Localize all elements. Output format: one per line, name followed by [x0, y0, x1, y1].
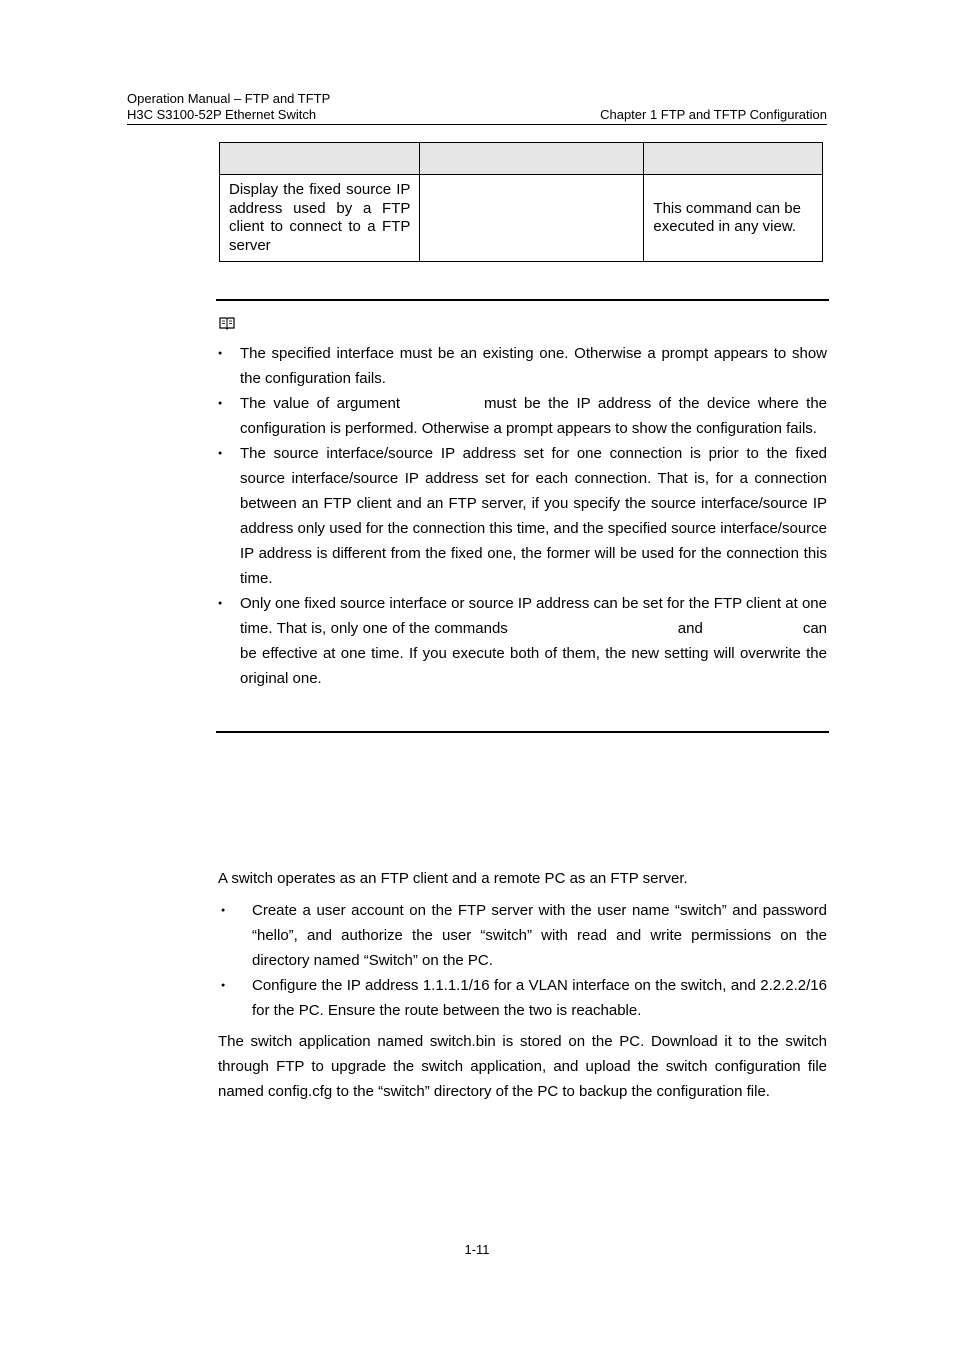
command-cell — [420, 175, 644, 262]
table-header-cell — [420, 143, 644, 175]
page-number: 1-11 — [464, 1242, 490, 1257]
header-chapter: Chapter 1 FTP and TFTP Configuration — [600, 107, 827, 122]
header-product-name: H3C S3100-52P Ethernet Switch — [127, 107, 317, 122]
network-requirement-intro: A switch operates as an FTP client and a remote PC as an FTP server. — [218, 870, 688, 887]
table-header-cell — [644, 143, 823, 175]
note-bottom-rule — [216, 731, 829, 733]
note-list — [216, 341, 827, 691]
note-item: ● The specified interface must be an existing one. Otherwise a prompt appears to show the configuration fails. — [216, 341, 827, 391]
table-header-row — [220, 143, 823, 175]
header-rule — [127, 124, 827, 125]
note-top-rule — [216, 299, 829, 301]
note-item: ● The value of argument must be the IP address of the device where the configuration is performed. Otherwise a prompt appears to show the configuration fails. — [216, 391, 827, 441]
note-item: ● Only one fixed source interface or source IP address can be set for the FTP client at one time. That is, only one of the commands and can be effective at one time. If you execute both of them, the new setting will overwrite the original one. — [216, 591, 827, 691]
requirement-list — [218, 898, 827, 1023]
book-icon — [219, 316, 235, 330]
table-header-cell — [220, 143, 420, 175]
requirement-closing: The switch application named switch.bin is stored on the PC. Download it to the switch through FTP to upgrade the switch application, and upload the switch configuration file named config.cfg to the “switch” directory of the PC to backup the configuration file. — [218, 1033, 827, 1100]
requirement-item: ● Create a user account on the FTP server with the user name “switch” and password “hello”, and authorize the user “switch” with read and write permissions on the directory named “Switch” on the PC. — [218, 898, 827, 973]
remarks-cell: This command can be executed in any view. — [644, 175, 823, 262]
operation-cell: Display the fixed source IP address used by a FTP client to connect to a FTP server — [220, 175, 420, 262]
table-row — [220, 175, 823, 262]
note-item: ● The source interface/source IP address set for one connection is prior to the fixed source interface/source IP address set for each connection. That is, for a connection between an FTP client and an FTP server, if you specify the source interface/source IP address only used for the connection this time, and the specified source interface/source IP address is different from the fixed one, the former will be used for the connection this time. — [216, 441, 827, 591]
requirement-item: ● Configure the IP address 1.1.1.1/16 for a VLAN interface on the switch, and 2.2.2.2/16 for the PC. Ensure the route between the two is reachable. — [218, 973, 827, 1023]
command-table — [219, 142, 823, 262]
header-manual-title: Operation Manual – FTP and TFTP — [127, 91, 331, 106]
